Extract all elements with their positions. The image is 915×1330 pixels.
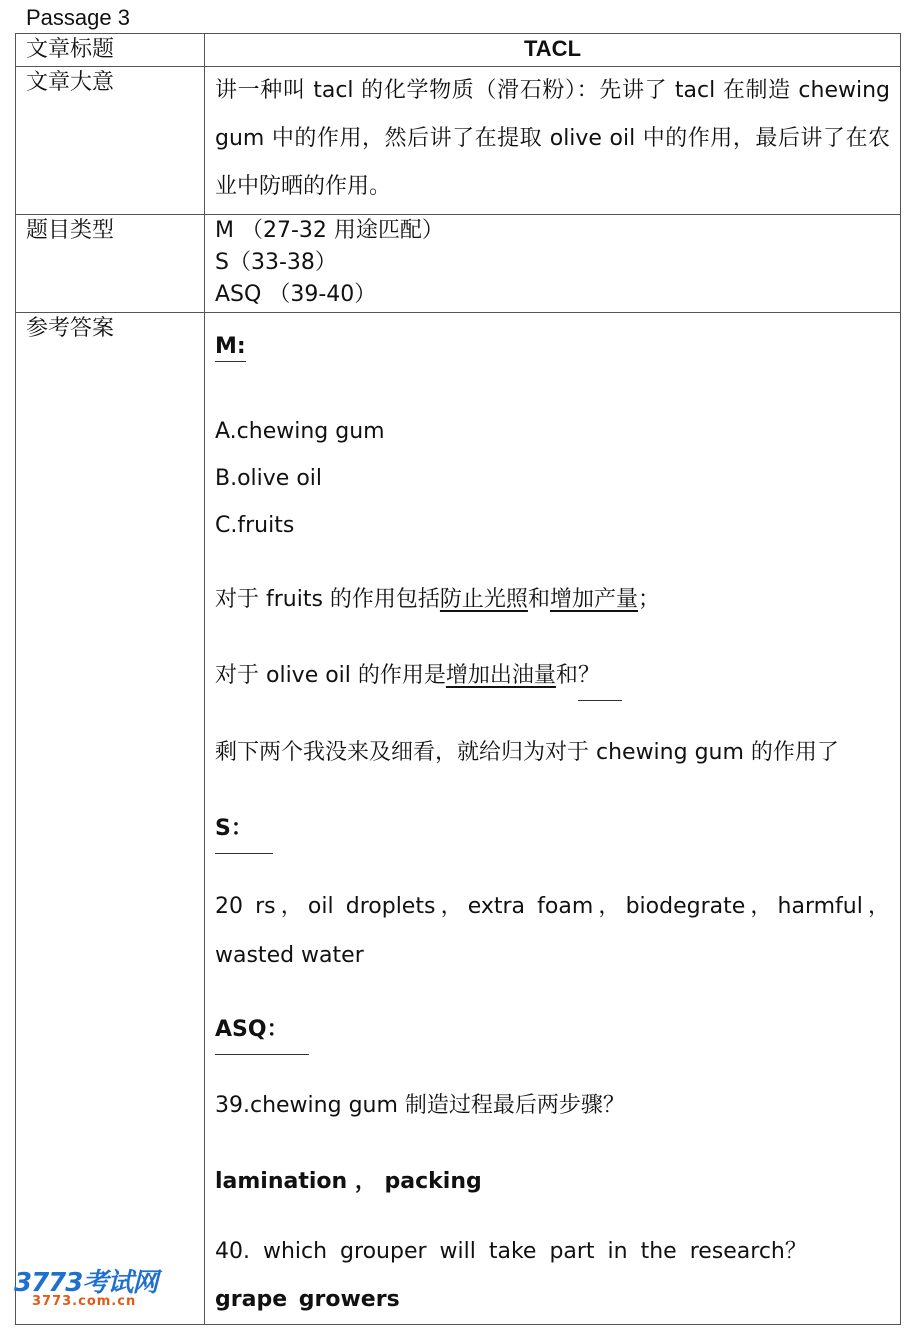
- m-option-b: B.olive oil: [215, 466, 323, 491]
- question-39: 39.chewing gum 制造过程最后两步骤？: [215, 1093, 625, 1118]
- answer-40: grape growers: [215, 1287, 400, 1312]
- site-watermark-logo: [12, 1262, 182, 1320]
- summary-row: [16, 67, 901, 215]
- answers-label: 参考答案: [16, 313, 205, 1325]
- type-m: M （27-32 用途匹配）: [215, 218, 444, 243]
- types-row: [16, 215, 901, 313]
- asq-heading: ASQ：: [215, 1006, 309, 1055]
- answers-value: [205, 313, 901, 1325]
- title-row: [16, 34, 901, 67]
- types-value: [205, 215, 901, 313]
- remaining-line: 剩下两个我没来及细看，就给归为对于 chewing gum 的作用了: [215, 740, 839, 765]
- watermark-main-text: 3773考试网: [14, 1268, 158, 1298]
- passage-heading: Passage 3: [26, 5, 130, 30]
- m-option-c: C.fruits: [215, 513, 295, 538]
- type-s: S（33-38）: [215, 250, 337, 275]
- s-answers: 20 rs，oil droplets，extra foam，biodegrate，harmful，wasted water: [215, 894, 890, 968]
- m-option-a: A.chewing gum: [215, 419, 385, 444]
- types-label: 题目类型: [16, 215, 205, 313]
- olive-line-u1: 增加出油量: [445, 663, 556, 688]
- summary-label: 文章大意: [16, 67, 205, 215]
- fruits-line-u1: 防止光照: [439, 587, 528, 612]
- olive-line-mid: 和: [555, 663, 578, 688]
- olive-line-u2: ？: [578, 652, 622, 701]
- fruits-line-u2: 增加产量: [549, 587, 638, 612]
- title-label: 文章标题: [16, 34, 205, 67]
- s-heading: S：: [215, 805, 273, 854]
- answer-39: lamination ， packing: [215, 1169, 482, 1194]
- title-value: TACL: [205, 34, 901, 67]
- fruits-line-post: ；: [637, 587, 660, 612]
- question-40: 40. which grouper will take part in the research？: [215, 1239, 807, 1264]
- m-heading: M:: [215, 333, 246, 362]
- summary-value: 讲一种叫 tacl 的化学物质（滑石粉）：先讲了 tacl 在制造 chewing gum 中的作用，然后讲了在提取 olive oil 中的作用，最后讲了在农业中防晒的作用。: [205, 67, 901, 215]
- watermark-url-text: 3773.com.cn: [32, 1294, 137, 1309]
- answers-row: [16, 313, 901, 1325]
- olive-line-pre: 对于 olive oil 的作用是: [215, 663, 446, 688]
- fruits-line: [215, 576, 890, 624]
- fruits-line-pre: 对于 fruits 的作用包括: [215, 587, 440, 612]
- type-asq: ASQ （39-40）: [215, 282, 377, 307]
- passage-table: [15, 33, 901, 1325]
- olive-line: [215, 652, 890, 701]
- fruits-line-mid: 和: [527, 587, 550, 612]
